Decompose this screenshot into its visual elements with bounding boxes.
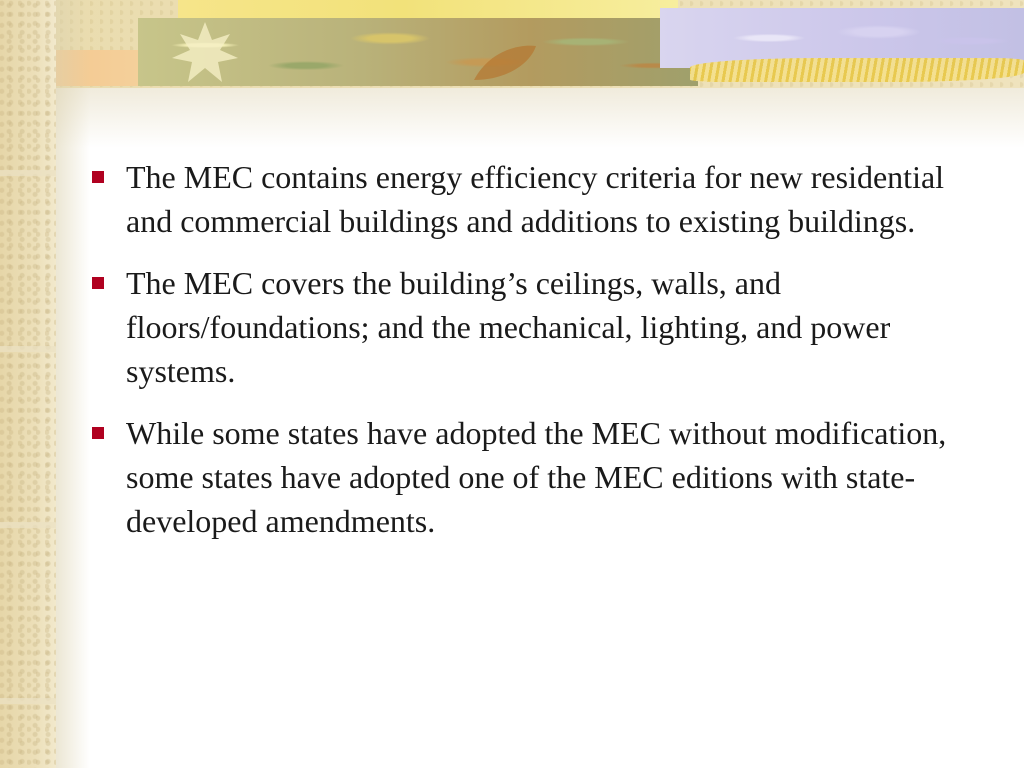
bullet-text: The MEC covers the building’s ceilings, walls, and floors/foundations; and the mechanical, lighting, and power systems. (126, 265, 891, 389)
maple-leaf-icon (170, 20, 240, 84)
leaf-icon (470, 40, 540, 84)
wheat-decoration (690, 58, 1024, 82)
slide-body (90, 155, 950, 561)
square-bullet-icon (92, 171, 104, 183)
bullet-text: While some states have adopted the MEC without modification, some states have adopted one of the MEC editions with state-developed amendments. (126, 415, 947, 539)
bullet-list (90, 155, 950, 543)
bullet-item (90, 261, 950, 393)
bullet-item (90, 155, 950, 243)
left-strip-shadow (56, 0, 90, 768)
bullet-text: The MEC contains energy efficiency criteria for new residential and commercial buildings and additions to existing buildings. (126, 159, 945, 239)
square-bullet-icon (92, 277, 104, 289)
left-parchment-strip (0, 0, 56, 768)
header-shadow (56, 88, 1024, 148)
square-bullet-icon (92, 427, 104, 439)
bullet-item (90, 411, 950, 543)
